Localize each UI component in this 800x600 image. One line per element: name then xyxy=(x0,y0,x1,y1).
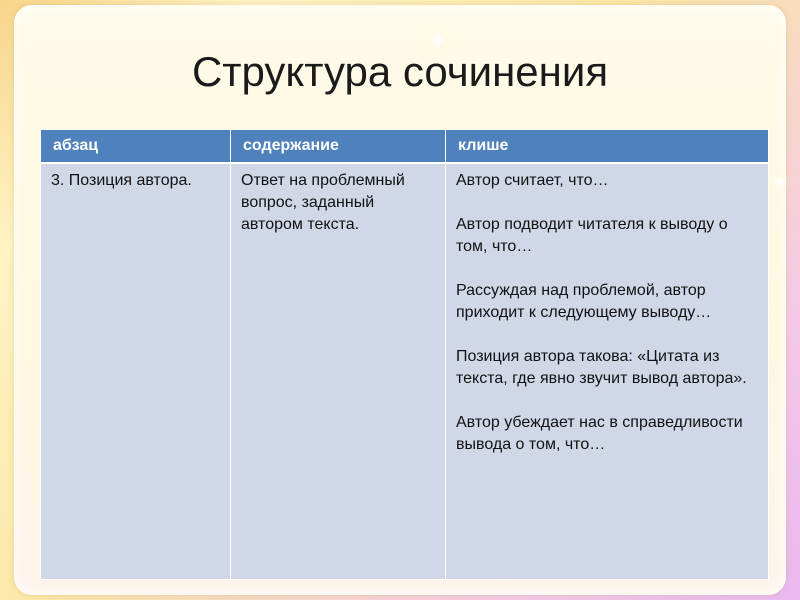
column-header-cliche: клише xyxy=(446,130,769,163)
cliche-item: Автор убеждает нас в справедливости вывода о том, что… xyxy=(456,414,743,453)
cliche-item: Позиция автора такова: «Цитата из текста, где явно звучит вывод автора». xyxy=(456,348,747,387)
cliche-item: Рассуждая над проблемой, автор приходит к следующему выводу… xyxy=(456,282,712,321)
paragraph-cell: 3. Позиция автора. xyxy=(41,163,231,580)
sparkle-icon: ✦ xyxy=(772,172,788,192)
column-header-content: содержание xyxy=(231,130,446,163)
cliche-cell xyxy=(446,163,769,580)
content-cell: Ответ на проблемный вопрос, заданный автором текста. xyxy=(231,163,446,580)
cliche-item: Автор подводит читателя к выводу о том, что… xyxy=(456,216,728,255)
slide-title: Структура сочинения xyxy=(191,48,609,95)
column-header-paragraph: абзац xyxy=(41,130,231,163)
structure-table xyxy=(40,130,769,580)
table-header-row xyxy=(41,130,769,163)
cliche-item: Автор считает, что… xyxy=(456,172,609,189)
table-row xyxy=(41,163,769,580)
sparkle-icon: ✦ xyxy=(428,28,447,53)
